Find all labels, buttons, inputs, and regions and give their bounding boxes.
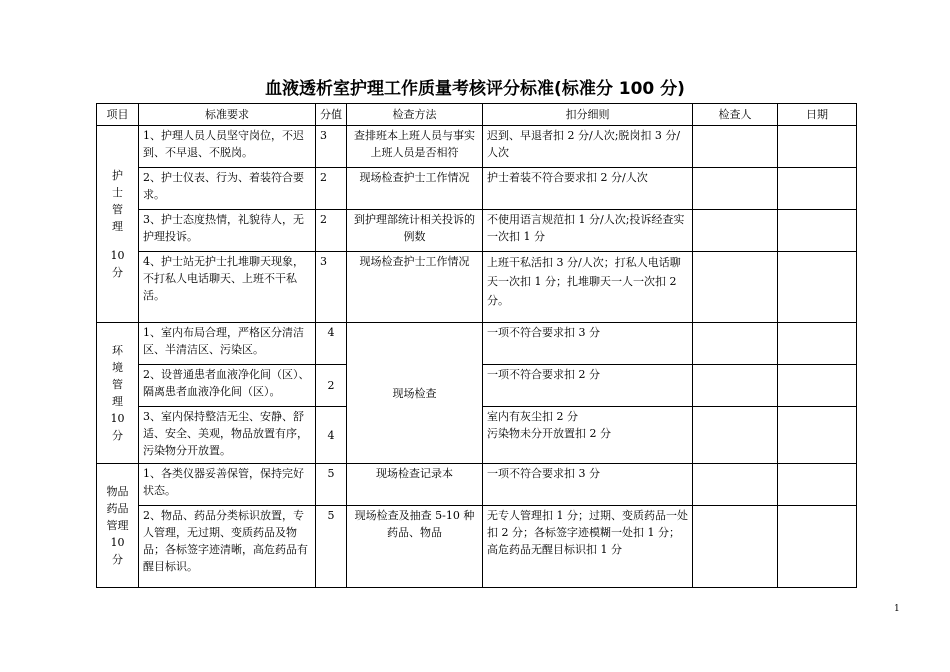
header-date: 日期 xyxy=(778,104,857,126)
deduction-cell xyxy=(483,407,693,464)
deduction-cell xyxy=(483,365,693,407)
header-project: 项目 xyxy=(97,104,139,126)
section-goods-project xyxy=(97,464,139,588)
requirement-cell: 3、护士态度热情，礼貌待人，无护理投诉。 xyxy=(139,210,316,252)
score-cell: 4 xyxy=(316,323,347,365)
inspector-cell[interactable] xyxy=(693,252,778,323)
table-row xyxy=(97,210,857,252)
date-cell[interactable] xyxy=(778,365,857,407)
score-cell: 5 xyxy=(316,506,347,588)
method-cell: 现场检查记录本 xyxy=(347,464,483,506)
project-line: 分 xyxy=(112,429,123,442)
inspector-cell[interactable] xyxy=(693,323,778,365)
score-cell: 2 xyxy=(316,365,347,407)
header-row xyxy=(97,104,857,126)
project-line: 分 xyxy=(112,553,123,566)
table-row xyxy=(97,506,857,588)
deduction-line: 污染物未分开放置扣 2 分 xyxy=(487,427,611,440)
date-cell[interactable] xyxy=(778,506,857,588)
requirement-cell: 3、室内保持整洁无尘、安静、舒适、安全、美观，物品放置有序，污染物分开放置。 xyxy=(139,407,316,464)
requirement-cell: 2、设普通患者血液净化间（区）、隔离患者血液净化间（区）。 xyxy=(139,365,316,407)
project-line: 物品 xyxy=(106,485,129,498)
project-spacer xyxy=(99,235,136,247)
deduction-line: 无专人管理扣 1 分；过期、变质药品一处扣 2 分；各标签字迹模糊一处扣 1 分； xyxy=(487,509,688,539)
date-cell[interactable] xyxy=(778,252,857,323)
project-line: 管理 xyxy=(106,519,129,532)
table-row xyxy=(97,168,857,210)
header-deduction: 扣分细则 xyxy=(483,104,693,126)
project-line: 药品 xyxy=(106,502,129,515)
inspector-cell[interactable] xyxy=(693,464,778,506)
deduction-line: 高危药品无醒目标识扣 1 分 xyxy=(487,543,622,556)
requirement-cell: 2、护士仪表、行为、着装符合要求。 xyxy=(139,168,316,210)
deduction-cell: 护士着装不符合要求扣 2 分/人次 xyxy=(483,168,693,210)
inspector-cell[interactable] xyxy=(693,126,778,168)
requirement-cell: 1、室内布局合理，严格区分清洁区、半清洁区、污染区。 xyxy=(139,323,316,365)
score-cell: 2 xyxy=(316,210,347,252)
header-inspector: 检查人 xyxy=(693,104,778,126)
table-row xyxy=(97,464,857,506)
score-cell: 3 xyxy=(316,126,347,168)
requirement-cell: 1、各类仪器妥善保管，保持完好状态。 xyxy=(139,464,316,506)
header-score: 分值 xyxy=(316,104,347,126)
requirement-cell: 1、护理人员人员坚守岗位，不迟到、不早退、不脱岗。 xyxy=(139,126,316,168)
deduction-cell: 上班干私活扣 3 分/人次；打私人电话聊天一次扣 1 分；扎堆聊天一人一次扣 2 分。 xyxy=(483,252,693,323)
deduction-cell xyxy=(483,506,693,588)
section-environment-project xyxy=(97,323,139,464)
table-row xyxy=(97,323,857,365)
project-line: 境 xyxy=(112,361,123,374)
inspector-cell[interactable] xyxy=(693,365,778,407)
deduction-line: 室内有灰尘扣 2 分 xyxy=(487,410,578,423)
project-line: 分 xyxy=(112,266,123,279)
deduction-cell xyxy=(483,464,693,506)
project-line: 护 xyxy=(112,169,123,182)
project-line: 理 xyxy=(112,220,123,233)
method-cell: 现场检查护士工作情况 xyxy=(347,168,483,210)
method-cell: 现场检查及抽查 5-10 种药品、物品 xyxy=(347,506,483,588)
date-cell[interactable] xyxy=(778,168,857,210)
score-cell: 3 xyxy=(316,252,347,323)
project-line: 管 xyxy=(112,203,123,216)
date-cell[interactable] xyxy=(778,464,857,506)
project-line: 10 xyxy=(110,249,125,262)
date-cell[interactable] xyxy=(778,323,857,365)
score-cell: 2 xyxy=(316,168,347,210)
project-line: 环 xyxy=(112,344,123,357)
date-cell[interactable] xyxy=(778,210,857,252)
inspector-cell[interactable] xyxy=(693,168,778,210)
deduction-cell: 迟到、早退者扣 2 分/人次;脱岗扣 3 分/人次 xyxy=(483,126,693,168)
header-requirement: 标准要求 xyxy=(139,104,316,126)
inspector-cell[interactable] xyxy=(693,407,778,464)
requirement-cell: 4、护士站无护士扎堆聊天现象，不打私人电话聊天、上班不干私活。 xyxy=(139,252,316,323)
project-line: 管 xyxy=(112,378,123,391)
project-line: 士 xyxy=(112,186,123,199)
project-line: 10 xyxy=(110,412,125,425)
method-cell: 现场检查 xyxy=(347,323,483,464)
inspector-cell[interactable] xyxy=(693,210,778,252)
method-cell: 查排班本上班人员与事实上班人员是否相符 xyxy=(347,126,483,168)
score-cell: 4 xyxy=(316,407,347,464)
method-cell: 到护理部统计相关投诉的例数 xyxy=(347,210,483,252)
deduction-cell xyxy=(483,323,693,365)
method-cell: 现场检查护士工作情况 xyxy=(347,252,483,323)
date-cell[interactable] xyxy=(778,126,857,168)
page-title: 血液透析室护理工作质量考核评分标准(标准分 100 分) xyxy=(265,79,685,99)
project-line: 10 xyxy=(110,536,125,549)
inspector-cell[interactable] xyxy=(693,506,778,588)
requirement-cell: 2、物品、药品分类标识放置，专人管理，无过期、变质药品及物品；各标签字迹清晰，高危药品有醒目标识。 xyxy=(139,506,316,588)
score-cell: 5 xyxy=(316,464,347,506)
project-line: 理 xyxy=(112,395,123,408)
deduction-line: 一项不符合要求扣 3 分 xyxy=(487,326,600,339)
section-nurse-project xyxy=(97,126,139,323)
deduction-line: 一项不符合要求扣 2 分 xyxy=(487,368,600,381)
page-number: 1 xyxy=(894,604,900,614)
table-row xyxy=(97,252,857,323)
deduction-line: 一项不符合要求扣 3 分 xyxy=(487,467,600,480)
assessment-table xyxy=(96,103,857,588)
date-cell[interactable] xyxy=(778,407,857,464)
deduction-cell: 不使用语言规范扣 1 分/人次;投诉经查实一次扣 1 分 xyxy=(483,210,693,252)
table-row xyxy=(97,126,857,168)
header-method: 检查方法 xyxy=(347,104,483,126)
